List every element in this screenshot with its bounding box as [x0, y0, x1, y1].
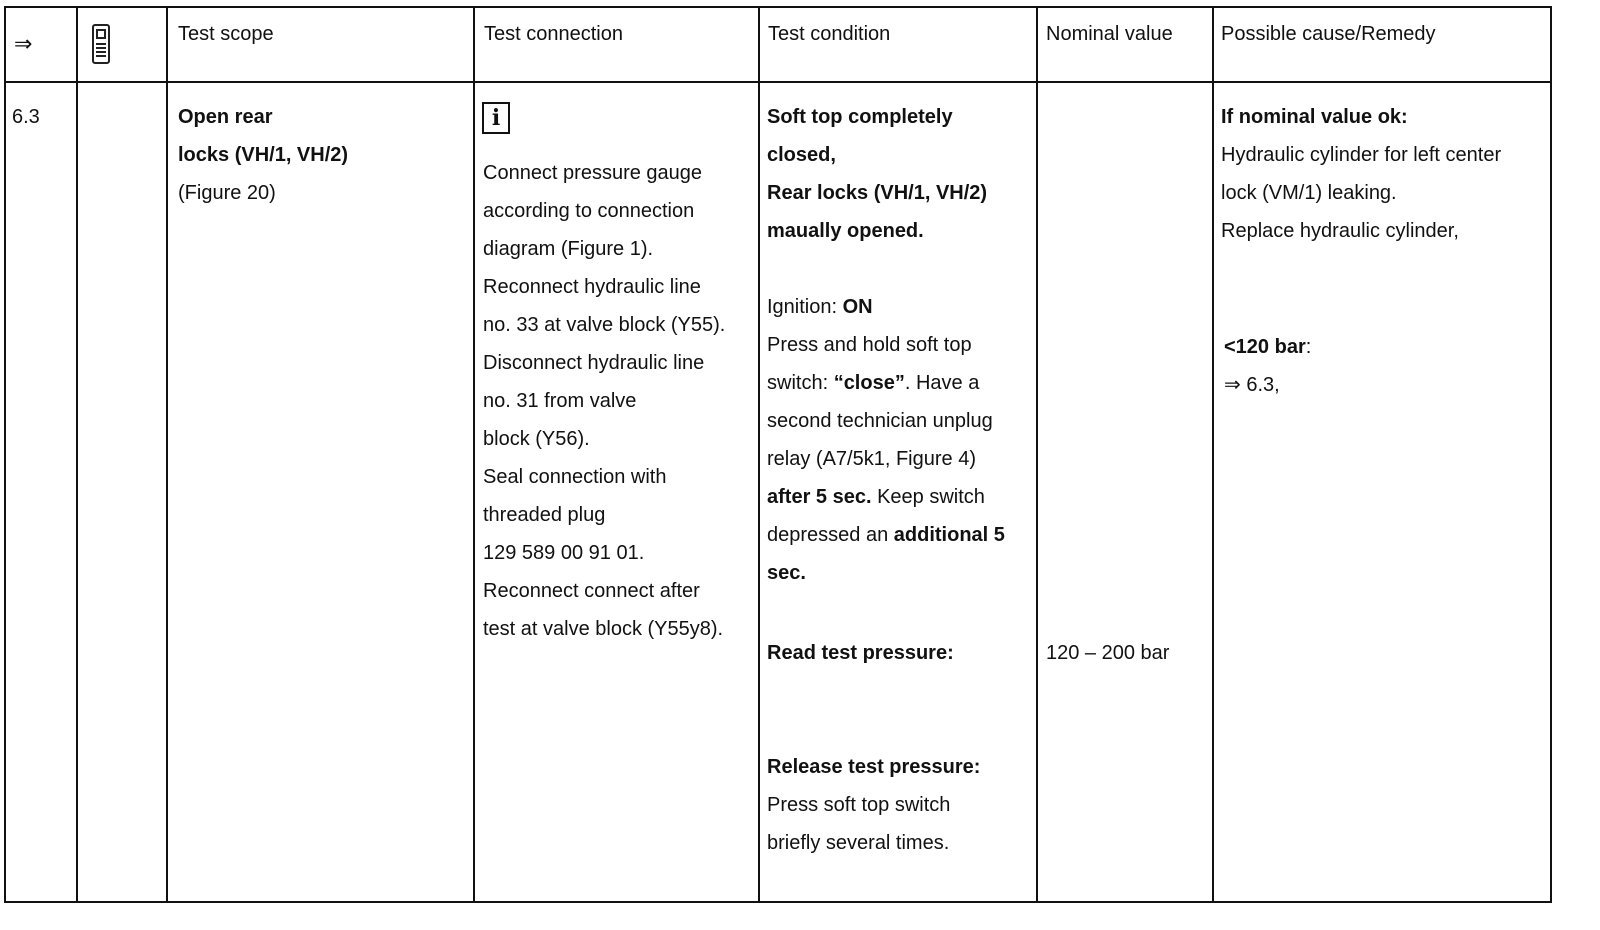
condition-line: maually opened. — [767, 220, 924, 242]
release-test-pressure: Release test pressure: — [767, 756, 981, 778]
condition-line: Rear locks (VH/1, VH/2) — [767, 182, 988, 204]
column-divider — [473, 8, 475, 901]
connection-line: threaded plug — [483, 504, 606, 526]
connection-line: according to connection — [483, 200, 695, 222]
scope-figure-ref: (Figure 20) — [178, 182, 276, 204]
header-nominal-value: Nominal value — [1046, 23, 1173, 45]
scope-locks: locks (VH/1, VH/2) — [178, 144, 349, 166]
connection-line: Reconnect connect after — [483, 580, 700, 602]
remedy-line: Replace hydraulic cylinder, — [1221, 220, 1459, 242]
remedy-line: Hydraulic cylinder for left center — [1221, 144, 1502, 166]
release-procedure — [767, 748, 980, 862]
nominal-value: 120 – 200 bar — [1046, 642, 1170, 664]
condition-line: Press and hold soft top — [767, 334, 972, 356]
header-test-connection: Test connection — [484, 23, 623, 45]
condition-line: Press soft top switch — [767, 794, 951, 816]
condition-line: sec. — [767, 562, 806, 584]
condition-text: depressed an — [767, 524, 894, 546]
condition-line: closed, — [767, 144, 836, 166]
condition-emphasis: after 5 sec. — [767, 486, 872, 508]
connection-line: Disconnect hydraulic line — [483, 352, 705, 374]
connection-line: no. 33 at valve block (Y55). — [483, 314, 726, 336]
remedy-line: lock (VM/1) leaking. — [1221, 182, 1397, 204]
column-divider — [166, 8, 168, 901]
ignition-procedure — [767, 288, 1005, 592]
column-divider — [1212, 8, 1214, 901]
ignition-value: ON — [842, 296, 873, 318]
switch-position: “close” — [833, 372, 905, 394]
scope-title: Open rear — [178, 106, 273, 128]
ignition-label: Ignition: — [767, 296, 843, 318]
column-divider — [1036, 8, 1038, 901]
step-number: 6.3 — [12, 106, 40, 128]
condition-text: . Have a — [904, 372, 980, 394]
connection-line: 129 589 00 91 01. — [483, 542, 645, 564]
low-pressure-label: <120 bar — [1224, 336, 1306, 358]
connection-line: test at valve block (Y55y8). — [483, 618, 724, 640]
connection-line: no. 31 from valve — [483, 390, 637, 412]
condition-line: relay (A7/5k1, Figure 4) — [767, 448, 976, 470]
low-pressure-colon: : — [1305, 336, 1312, 358]
condition-line: second technician unplug — [767, 410, 993, 432]
info-icon: i — [482, 100, 510, 138]
header-test-condition: Test condition — [768, 23, 891, 45]
column-divider — [758, 8, 760, 901]
remedy-low-pressure — [1224, 328, 1311, 404]
connection-line: block (Y56). — [483, 428, 590, 450]
test-condition-cell — [767, 98, 987, 250]
test-table — [4, 6, 1552, 903]
connection-line: Connect pressure gauge — [483, 162, 703, 184]
condition-text: switch: — [767, 372, 834, 394]
test-scope-cell — [178, 98, 348, 212]
header-test-scope: Test scope — [178, 23, 274, 45]
read-test-pressure: Read test pressure: — [767, 642, 954, 664]
test-connection-cell — [483, 154, 725, 648]
header-divider — [6, 81, 1550, 83]
remedy-cell — [1221, 98, 1501, 250]
condition-line: briefly several times. — [767, 832, 950, 854]
remedy-ok-label: If nominal value ok: — [1221, 106, 1408, 128]
header-possible-cause: Possible cause/Remedy — [1221, 23, 1436, 45]
condition-emphasis: additional 5 — [893, 524, 1005, 546]
condition-text: Keep switch — [871, 486, 985, 508]
condition-line: Soft top completely — [767, 106, 953, 128]
tester-device-icon — [92, 24, 110, 64]
column-divider — [76, 8, 78, 901]
step-reference-link[interactable]: ⇒ 6.3, — [1224, 374, 1280, 396]
connection-line: Seal connection with — [483, 466, 667, 488]
connection-line: Reconnect hydraulic line — [483, 276, 701, 298]
arrow-icon: ⇒ — [14, 31, 33, 56]
connection-line: diagram (Figure 1). — [483, 238, 654, 260]
